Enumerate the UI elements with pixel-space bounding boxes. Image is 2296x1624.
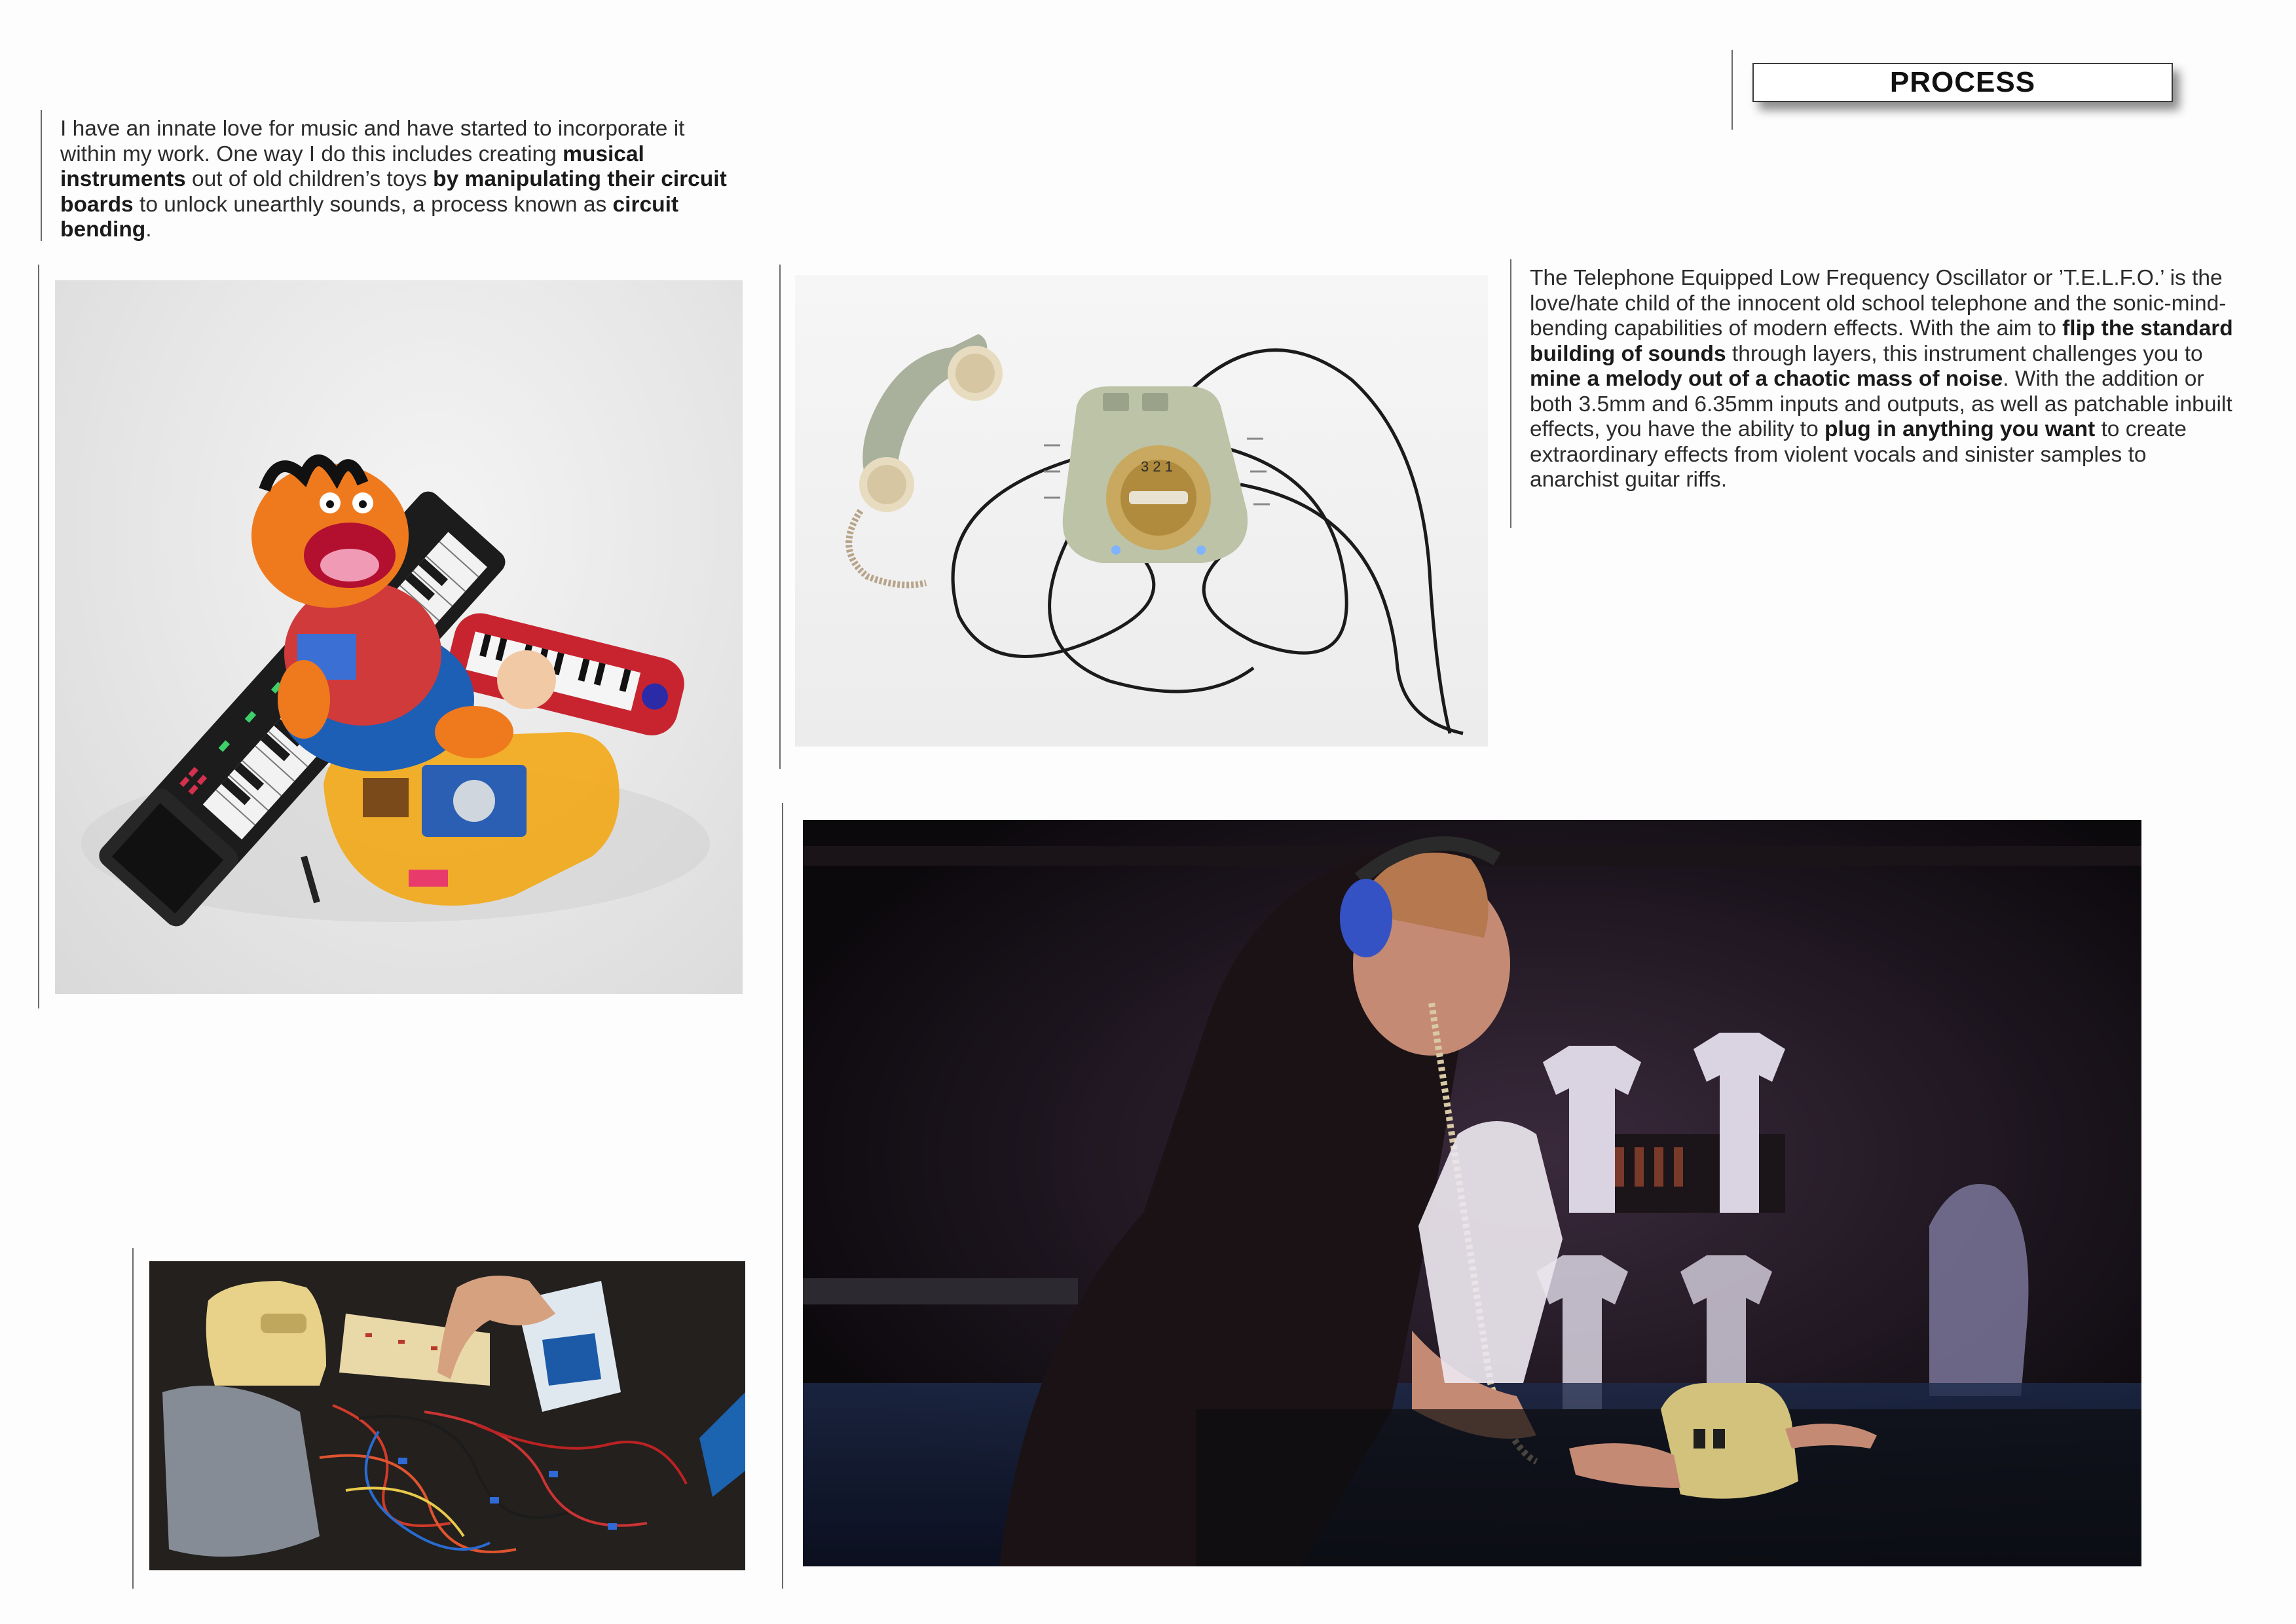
ernie-plush-toy [251, 460, 556, 771]
blurred-person [1929, 1184, 2028, 1396]
intro-text-2: out of old children’s toys [185, 167, 434, 191]
divider-intro [41, 110, 42, 241]
intro-bold-1: musical instruments [60, 141, 644, 191]
telfo-text-3: . With the addition or both 3.5mm and 6.35mm inputs and outputs, as well as patchable inbuilt effects, you have the ability to [1530, 367, 2232, 441]
divider-bench [132, 1248, 134, 1589]
telfo-on-table [1196, 1383, 2141, 1566]
phone-shell [206, 1281, 326, 1386]
divider-telfo [1510, 259, 1511, 528]
telfo-text-2: through layers, this instrument challenges you to [1726, 341, 2203, 366]
rotary-telephone-body [1044, 386, 1270, 563]
intro-paragraph [60, 117, 741, 243]
photo-live-performance [803, 820, 2141, 1566]
telfo-text-1: The Telephone Equipped Low Frequency Oscillator or ’T.E.L.F.O.’ is the love/hate child of the innocent old school telephone and the sonic-mind-bending capabilities of modern effects. With the aim to [1530, 266, 2227, 341]
divider-middle-top [779, 265, 781, 769]
photo-circuit-bent-toys [55, 280, 743, 994]
intro-text-4: . [145, 217, 152, 242]
telfo-text-4: to create extraordinary effects from violent vocals and sinister samples to anarchist guitar riffs. [1530, 417, 2187, 492]
divider-header [1731, 50, 1733, 130]
intro-text-3: to unlock unearthly sounds, a process known as [133, 192, 613, 217]
telfo-bold-2: mine a melody out of a chaotic mass of noise [1530, 367, 2003, 391]
dial-digits: 3 2 1 [1141, 458, 1173, 475]
telfo-paragraph [1530, 266, 2237, 493]
divider-middle-bottom [782, 803, 783, 1589]
telephone-handset [849, 334, 1003, 585]
intro-text-1: I have an innate love for music and have started to incorporate it within my work. One way I do this includes creating [60, 117, 685, 166]
intro-bold-2: by manipulating their circuit boards [60, 167, 727, 217]
photo-workbench-circuits [149, 1261, 745, 1570]
telfo-bold-1: flip the standard building of sounds [1530, 316, 2233, 366]
section-tag [1752, 63, 2173, 102]
intro-bold-3: circuit bending [60, 192, 679, 242]
parts-bag [162, 1386, 320, 1557]
telfo-bold-3: plug in anything you want [1824, 417, 2096, 441]
divider-left-column [38, 265, 39, 1008]
left-table [803, 1278, 1078, 1304]
section-tag-label: PROCESS [1889, 66, 2036, 98]
photo-telfo-telephone [795, 275, 1488, 747]
